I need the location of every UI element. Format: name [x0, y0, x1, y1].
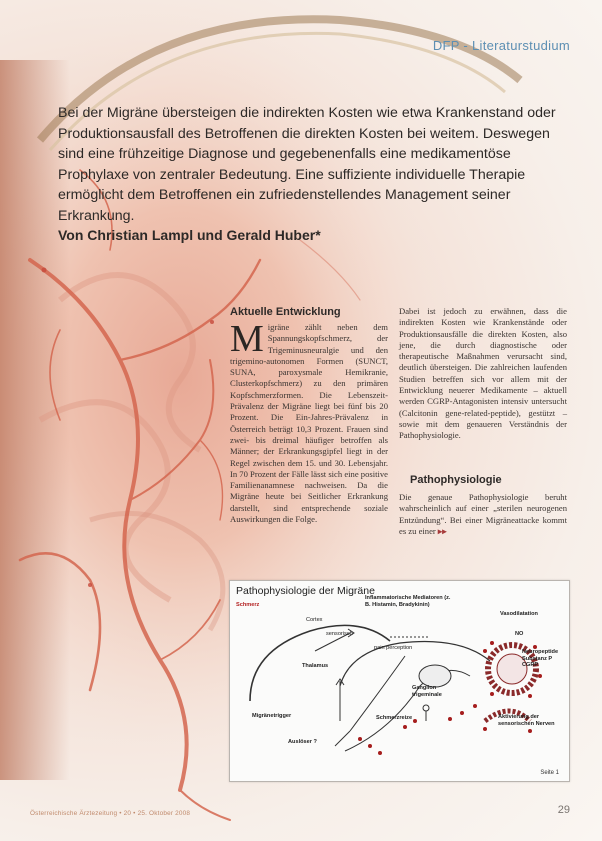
figure-label-schmerzreize: Schmerzreize — [376, 715, 413, 721]
column2-body: Dabei ist jedoch zu erwähnen, dass die indirekten Kosten wie Krankenstände oder Produktionsausfälle die direkten Kosten, also jene, die durch diagnostische oder therapeutische Maßnahmen verursacht sind, deutlich übersteigen. Die zahlreichen laufenden Studien betreffen sich vor allem mit der Entwicklung neuerer Medikamente – aktuell werden CGRP-Antagonisten intensiv untersucht (Calcitonin gene-related-peptide), gestützt – sowie mit dem genaueren Verständnis der Pathophysiologie. — [399, 306, 567, 441]
lead-paragraph: Bei der Migräne übersteigen die indirekten Kosten wie etwa Krankenstand oder Produktionsausfall des Betroffenen die direkten Kosten bei weitem. Deswegen sind eine frühzeitige Diagnose und gegebenenfalls eine medikamentöse Prophylaxe von zentraler Bedeutung. Eine suffiziente individuelle Therapie ermöglicht dem Betroffenen ein zufriedenstellendes Management seiner Erkrankung. — [58, 105, 556, 224]
section2-body: Die genaue Pathophysiologie beruht wahrscheinlich auf einer „sterilen neurogenen Entzündung“. Bei einer Migräneattacke kommt es zu einer — [399, 492, 567, 536]
figure-label-inflammatory: Inflammatorische Mediatoren (z. B. Histamin, Bradykinin) — [365, 595, 451, 608]
section-tag: DFP - Literaturstudium — [432, 38, 570, 53]
figure-title: Pathophysiologie der Migräne — [236, 585, 375, 597]
article-column-2 — [399, 306, 567, 442]
figure-footer: Seite 1 — [540, 770, 559, 776]
figure-label-aktivierung: Aktivierung der sensorischen Nerven — [498, 714, 555, 727]
figure-label-migraenetrigger: Migränetrigger — [252, 713, 292, 719]
article-column-1 — [230, 318, 388, 525]
journal-footer: Österreichische Ärztezeitung • 20 • 25. Oktober 2008 — [30, 810, 191, 817]
continue-arrow-icon: ▸▸ — [437, 525, 447, 536]
figure-label-cortex: Cortex — [306, 617, 323, 623]
figure-label-ausloeser: Auslöser ? — [288, 739, 317, 745]
figure-label-thalamus: Thalamus — [302, 663, 329, 669]
figure-label-neuropeptide: Neuropeptide Substanz P CGRP — [522, 649, 559, 668]
page-number: 29 — [557, 804, 570, 816]
figure-label-pain: pain perception — [374, 645, 413, 651]
figure-label-schmerz: Schmerz — [236, 602, 260, 608]
figure-label-sensorisch: sensorisch — [326, 631, 353, 637]
section-heading-aktuelle-entwicklung: Aktuelle Entwicklung — [230, 306, 341, 318]
pathophysiology-figure — [229, 580, 570, 782]
section-heading-pathophysiologie: Pathophysiologie — [410, 474, 502, 486]
authors-line: Von Christian Lampl und Gerald Huber* — [58, 227, 321, 243]
figure-label-no: NO — [515, 631, 524, 637]
figure-label-vasodilatation: Vasodilatation — [500, 611, 538, 617]
figure-label-ganglion: Ganglion trigeminale — [412, 685, 442, 698]
section1-body: igräne zählt neben dem Spannungskopfschmerz, der Trigeminusneuralgie und den trigemino-autonomen Formen (SUNCT, SUNA, paroxysmale Hemikranie, Clusterkopfschmerz) zu den primären Kopfschmerzformen. Die Lebenszeit-Prävalenz der Migräne liegt bei fünf bis 20 Prozent. Die Ein-Jahres-Prävalenz in Österreich beträgt 10,3 Prozent. Frauen sind zwei- bis dreimal häufiger betroffen als Männer; der Erkrankungsgipfel liegt in der Regel zwischen dem 15. und 30. Lebensjahr. In 70 Prozent der Fälle lässt sich eine positive Familienanamnese nachweisen. Da die Migräne heute bei Seitlicher Erkrankung darstellt, sind entsprechende soziale Auswirkungen die Folge. — [230, 322, 388, 525]
article-column-2-continued — [399, 492, 567, 537]
drop-cap: M — [230, 318, 264, 360]
